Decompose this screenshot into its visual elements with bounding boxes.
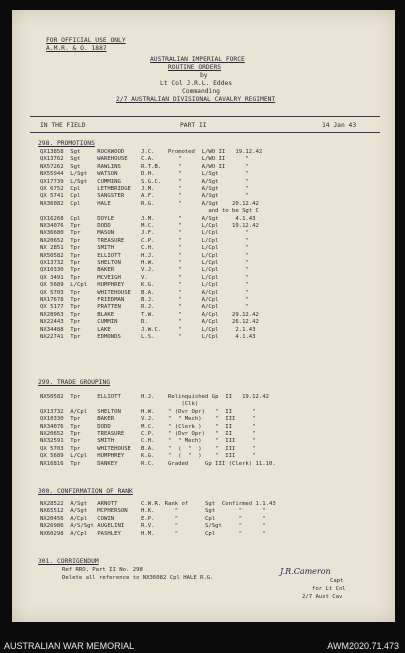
confirmation-row: NX65512 A/Sgt MCPHERSON H.K. " Sgt " " bbox=[40, 508, 266, 515]
promotion-row: NX36082 Cpl HALE R.G. " A/Sgt 20.12.42 bbox=[40, 200, 259, 207]
part-label: PART II bbox=[180, 122, 207, 129]
confirmation-row: NX28522 A/Sgt ARNOTT C.W.R. Rank of Sgt Confirmed 1.1.43 bbox=[40, 501, 276, 507]
order-date: 14 Jan 43 bbox=[322, 122, 357, 129]
promotion-row: and to be Sgt C bbox=[40, 208, 259, 215]
corrigendum-heading: 301. CORRIGENDUM bbox=[38, 558, 99, 565]
orders-title: ROUTINE ORDERS bbox=[168, 64, 222, 71]
promotion-row: NX55944 L/Sgt WATSON D.H. " L/Sgt " bbox=[40, 171, 249, 178]
trade-grouping-row: NX16816 Tpr DANKEY R.C. Graded Gp III (Clerk) 11.10. bbox=[40, 460, 276, 467]
promotion-row: QX17739 L/Sgt CUMMING S.G.C. " A/Sgt " bbox=[40, 178, 249, 185]
promotion-row: NX28963 Tpr BLAKE T.W. " A/Cpl 29.12.42 bbox=[40, 311, 259, 318]
promotion-row: QX13762 Sgt WAREHOUSE C.A. " L/WO II " bbox=[40, 156, 249, 163]
promotion-row: NX17678 Tpr FRIEDMAN B.J. " A/Cpl " bbox=[40, 297, 249, 303]
promotion-row: QX 5689 L/Cpl HUMPHREY K.G. " L/Cpl " bbox=[40, 282, 249, 289]
by-line: by bbox=[200, 72, 208, 79]
promotion-row: QX 5703 Tpr WHITEHOUSE B.A. " A/Cpl " bbox=[40, 289, 249, 296]
trade-grouping-row: NX20652 Tpr TREASURE C.P. " (Dvr Opr) " II " bbox=[40, 431, 256, 437]
rule-top bbox=[30, 116, 380, 117]
promotions-heading: 298. PROMOTIONS bbox=[38, 140, 95, 147]
promotion-row: QX 6752 Cpl LETHBRIDGE J.M. " A/Sgt " bbox=[40, 186, 249, 192]
location-label: IN THE FIELD bbox=[40, 122, 86, 129]
promotion-row: QX 5741 Cpl SANGSTER A.F. " A/Sgt " bbox=[40, 193, 249, 200]
commander-name: Lt Col J.R.L. Eddes bbox=[160, 80, 233, 87]
document-page bbox=[12, 10, 395, 622]
rule-bottom bbox=[30, 132, 380, 133]
officer-signature: J.R.Cameron bbox=[280, 567, 331, 576]
promotion-row: QX13858 Sgt ROCKWOOD J.C. Promoted L/WO II 19.12.42 bbox=[40, 149, 263, 155]
trade-grouping-row: QX 5689 L/Cpl HUMPHREY K.G. " ( " ) " III " bbox=[40, 453, 256, 460]
promotion-row: NX34076 Tpr DODD M.C. " L/Cpl 19.12.42 bbox=[40, 223, 259, 229]
promotion-row: QX10330 Tpr BAKER V.J. " L/Cpl " bbox=[40, 267, 249, 274]
confirmation-row: NX26986 A/S/Sgt AUGELINI R.V. " S/Sgt " " bbox=[40, 523, 266, 530]
signer-rank: Capt bbox=[330, 578, 344, 584]
regiment-title: 2/7 AUSTRALIAN DIVISIONAL CAVALRY REGIMENT bbox=[116, 96, 276, 103]
corrigendum-instruction: Delete all reference to NX36082 Cpl HALE R.G. bbox=[62, 575, 214, 581]
accession-number: AWM2020.71.473 bbox=[327, 641, 399, 651]
official-use-line: FOR OFFICIAL USE ONLY bbox=[46, 37, 126, 44]
promotion-row: QX 3491 Tpr MCVEIGH V. " L/Cpl " bbox=[40, 274, 249, 281]
archive-footer bbox=[0, 639, 405, 653]
trade-grouping-row: (Clk) bbox=[40, 401, 199, 408]
promotion-row: QX 5177 Tpr PRATTEN R.J. " A/Cpl " bbox=[40, 304, 249, 311]
promotion-row: NX36680 Tpr MASON J.F. " L/Cpl " bbox=[40, 230, 249, 237]
promotion-row: NX57262 Sgt RAWLINS R.T.B. " A/WO II " bbox=[40, 163, 249, 170]
amr-reference: A.M.R. & O. 1887 bbox=[46, 45, 107, 52]
promotion-row: NX 2851 Tpr SMITH C.H. " L/Cpl " bbox=[40, 245, 249, 252]
trade-grouping-row: NX50582 Tpr ELLIOTT H.J. Relinquished Gp II 19.12.42 bbox=[40, 394, 270, 400]
archive-name: AUSTRALIAN WAR MEMORIAL bbox=[4, 641, 135, 651]
trade-grouping-row: NX34076 Tpr DODD M.C. " (Clerk ) " II " bbox=[40, 423, 256, 430]
confirmation-row: NX60298 A/Cpl PASHLEY H.M. " Cpl " " bbox=[40, 530, 266, 537]
signer-unit: 2/7 Aust Cav bbox=[302, 594, 343, 600]
signer-for-line: for Lt Col bbox=[312, 586, 346, 592]
commanding-line: Commanding bbox=[182, 88, 220, 95]
promotion-row: NX34488 Tpr LAKE J.W.C. " L/Cpl 2.1.43 bbox=[40, 326, 256, 333]
trade-grouping-heading: 299. TRADE GROUPING bbox=[38, 379, 111, 386]
trade-grouping-row: QX10330 Tpr BAKER V.J. " " Mech) " III " bbox=[40, 416, 256, 423]
trade-grouping-row: QX13732 A/Cpl SHELTON H.W. " (Dvr Opr) " II " bbox=[40, 408, 256, 415]
trade-grouping-row: QX 5703 Tpr WHITEHOUSE B.A. " ( " ) " III " bbox=[40, 445, 256, 452]
confirmation-heading: 300. CONFIRMATION OF RANK bbox=[38, 488, 133, 495]
promotion-row: QX16268 Cpl DOYLE J.M. " A/Sgt 4.1.43 bbox=[40, 215, 256, 222]
promotion-row: NX20652 Tpr TREASURE C.P. " L/Cpl " bbox=[40, 237, 249, 244]
confirmation-row: NX20456 A/Cpl COWIN E.P. " Cpl " " bbox=[40, 515, 266, 522]
promotion-row: NX50582 Tpr ELLIOTT H.J. " L/Cpl " bbox=[40, 252, 249, 259]
trade-grouping-row: NX32591 Tpr SMITH C.H. " " Mech) " III " bbox=[40, 438, 256, 445]
promotion-row: NX22443 Tpr CUMMIN D. " A/Cpl 26.12.42 bbox=[40, 319, 259, 326]
force-title: AUSTRALIAN IMPERIAL FORCE bbox=[150, 56, 245, 63]
promotion-row: NX22741 Tpr EDMONDS L.S. " L/Cpl 4.1.43 bbox=[40, 334, 256, 340]
corrigendum-reference: Ref RRO, Part II No. 298 bbox=[62, 567, 143, 573]
promotion-row: QX13732 Tpr SHELTON H.W. " L/Cpl " bbox=[40, 260, 249, 266]
